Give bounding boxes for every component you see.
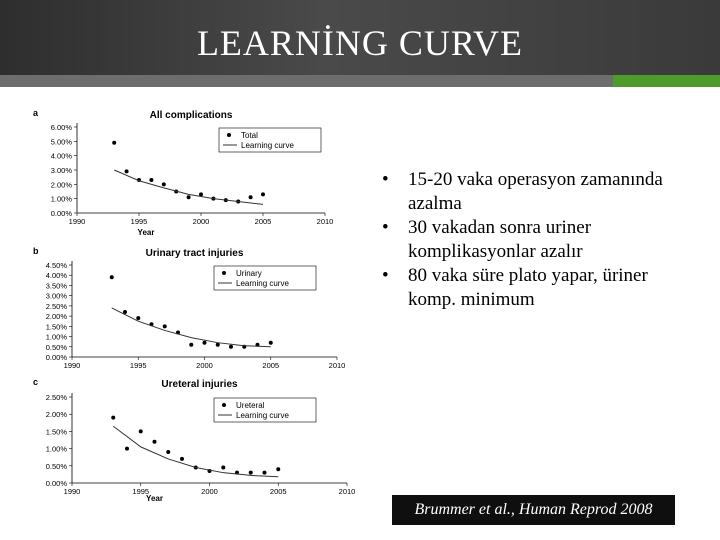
data-point — [189, 343, 193, 347]
chart-title: Urinary tract injuries — [145, 248, 244, 259]
learning-curve-line — [114, 170, 263, 204]
y-tick-label: 4.50% — [45, 261, 67, 270]
panel-letter: a — [33, 108, 39, 118]
y-tick-label: 6.00% — [50, 123, 72, 132]
x-tick-label: 2010 — [328, 361, 346, 370]
learning-curve-figure — [25, 105, 360, 510]
y-tick-label: 0.00% — [45, 479, 67, 488]
legend-marker — [222, 403, 226, 407]
data-point — [110, 275, 114, 279]
data-point — [180, 457, 184, 461]
x-tick-label: 1990 — [63, 361, 81, 370]
slide-title: LEARNİNG CURVE — [196, 23, 524, 63]
data-point — [112, 141, 116, 145]
bullet-item — [368, 168, 698, 216]
x-tick-label: 2000 — [196, 361, 213, 370]
x-axis-label: Year — [146, 494, 163, 503]
x-tick-label: 1995 — [130, 217, 148, 226]
data-point — [221, 466, 225, 470]
legend-label: Ureteral — [236, 401, 265, 410]
y-tick-label: 2.00% — [45, 410, 67, 420]
x-tick-label: 1990 — [63, 487, 81, 496]
y-tick-label: 5.00% — [50, 137, 72, 147]
y-tick-label: 2.50% — [45, 393, 67, 402]
x-tick-label: 1995 — [132, 487, 150, 496]
data-point — [162, 182, 166, 186]
y-tick-label: 1.00% — [45, 332, 67, 342]
data-point — [136, 316, 140, 320]
data-point — [249, 195, 253, 199]
legend-marker — [227, 133, 231, 137]
y-tick-label: 1.50% — [45, 322, 67, 332]
data-point — [276, 467, 280, 471]
bullet-text: 15-20 vaka operasyon zamanında azalma — [408, 169, 663, 214]
panel-letter: b — [33, 246, 39, 256]
y-tick-label: 2.50% — [45, 301, 67, 311]
x-tick-label: 2000 — [192, 217, 210, 226]
citation-box: Brummer et al., Human Reprod 2008 — [392, 495, 675, 525]
legend-label: Total — [241, 131, 258, 140]
data-point — [203, 341, 207, 345]
data-point — [263, 471, 267, 475]
data-point — [125, 169, 129, 173]
data-point — [153, 440, 157, 444]
data-point — [111, 416, 115, 420]
learning-curve-line — [112, 308, 271, 347]
y-tick-label: 0.00% — [50, 209, 72, 218]
legend-label: Learning curve — [241, 141, 294, 150]
chart-title: All complications — [149, 110, 233, 121]
data-point — [269, 341, 273, 345]
data-point — [166, 450, 170, 454]
y-tick-label: 3.50% — [45, 281, 67, 291]
y-tick-label: 3.00% — [50, 166, 72, 175]
y-tick-label: 2.00% — [50, 180, 72, 190]
bullet-item — [368, 264, 698, 312]
bullet-item — [368, 216, 698, 264]
y-tick-label: 1.00% — [45, 444, 67, 454]
x-tick-label: 2010 — [316, 217, 334, 226]
data-point — [149, 178, 153, 182]
header-rule-grey — [0, 75, 613, 87]
y-tick-label: 2.00% — [45, 312, 67, 322]
y-tick-label: 4.00% — [45, 271, 67, 281]
y-tick-label: 1.00% — [50, 194, 72, 204]
bullet-list — [368, 168, 698, 312]
x-tick-label: 1990 — [68, 217, 86, 226]
x-axis-label: Year — [137, 228, 155, 237]
bullet-text: 80 vaka süre plato yapar, üriner komp. minimum — [408, 265, 648, 310]
data-point — [187, 195, 191, 199]
bullet-dot: • — [382, 169, 389, 190]
header-rule-green — [613, 75, 720, 87]
legend-label: Urinary — [236, 269, 262, 278]
x-tick-label: 2005 — [254, 217, 272, 226]
data-point — [261, 192, 265, 196]
legend-label: Learning curve — [236, 411, 289, 420]
x-tick-label: 2005 — [269, 487, 287, 496]
chart-title: Ureteral injuries — [161, 379, 238, 390]
panel-letter: c — [33, 377, 39, 387]
x-tick-label: 2005 — [262, 361, 280, 370]
x-tick-label: 1995 — [129, 361, 147, 370]
data-point — [229, 345, 233, 349]
y-tick-label: 0.00% — [45, 353, 67, 362]
y-tick-label: 3.00% — [45, 291, 67, 301]
bullet-text: 30 vakadan sonra uriner komplikasyonlar azalır — [408, 217, 592, 262]
legend-marker — [222, 271, 226, 275]
legend-label: Learning curve — [236, 279, 289, 288]
y-tick-label: 1.50% — [45, 427, 67, 437]
bullet-dot: • — [382, 217, 389, 238]
x-tick-label: 2000 — [201, 487, 218, 496]
data-point — [125, 447, 129, 451]
x-tick-label: 2010 — [338, 487, 356, 496]
y-tick-label: 4.00% — [50, 151, 72, 161]
y-tick-label: 0.50% — [45, 461, 67, 471]
bullet-dot: • — [382, 265, 389, 286]
y-tick-label: 0.50% — [45, 342, 67, 352]
data-point — [163, 324, 167, 328]
data-point — [139, 429, 143, 433]
data-point — [249, 471, 253, 475]
